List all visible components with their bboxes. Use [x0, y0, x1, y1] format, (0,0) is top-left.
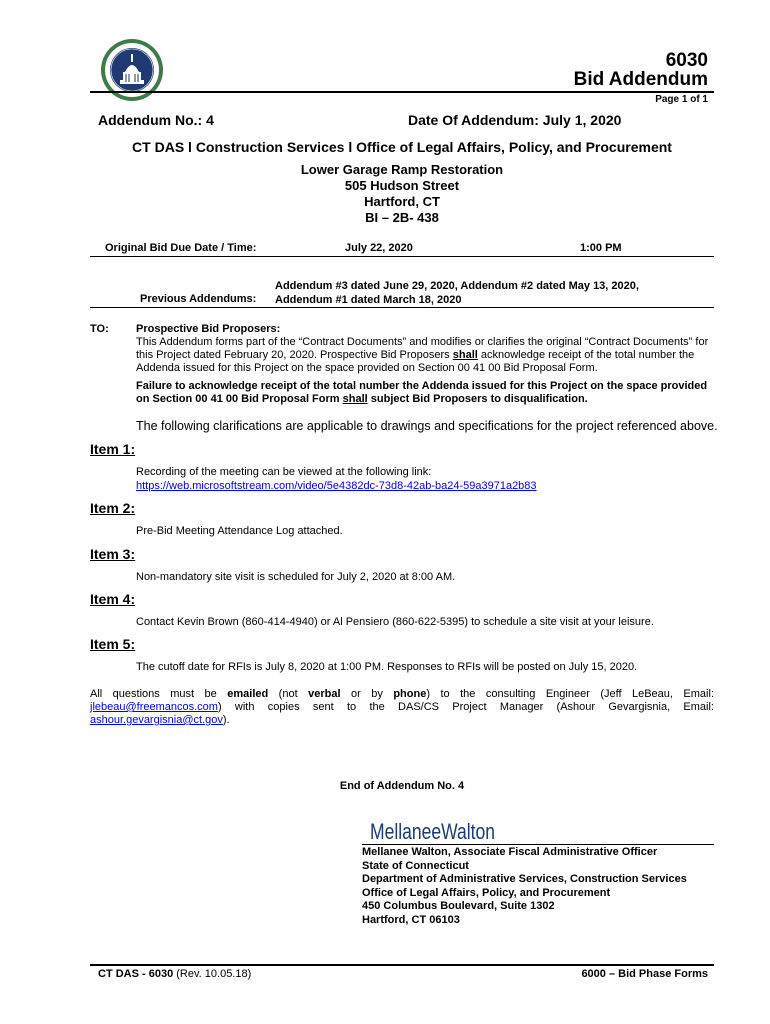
addendum-date: Date Of Addendum: July 1, 2020	[408, 112, 622, 128]
signer-office: Office of Legal Affairs, Policy, and Procurement	[362, 886, 611, 899]
item-4-heading: Item 4:	[90, 591, 136, 607]
footer-divider	[90, 964, 714, 966]
item-3-heading: Item 3:	[90, 546, 136, 562]
engineer-email-link[interactable]: jlebeau@freemancos.com	[90, 701, 218, 713]
department-line: CT DAS l Construction Services l Office of Legal Affairs, Policy, and Procurement	[132, 139, 672, 155]
signer-city: Hartford, CT 06103	[362, 913, 460, 926]
signer-dept: Department of Administrative Services, Construction Services	[362, 873, 687, 885]
item-5-heading: Item 5:	[90, 636, 136, 652]
item-4-text: Contact Kevin Brown (860-414-4940) or Al Pensiero (860-622-5395) to schedule a site visit at your leisure.	[136, 616, 654, 628]
signer-block	[362, 846, 687, 927]
questions-paragraph: All questions must be emailed (not verbal or by phone) to the consulting Engineer (Jeff LeBeau, Email: jlebeau@freemancos.com) with copies sent to the DAS/CS Project Manager (Ashour Gevargisnia, Email: ashour.gevargisnia@ct.gov).	[90, 688, 714, 726]
signature-script: MellaneeWalton	[370, 819, 495, 844]
manager-email-link[interactable]: ashour.gevargisnia@ct.gov	[90, 714, 223, 726]
project-city: Hartford, CT	[364, 194, 440, 209]
to-block	[136, 323, 716, 406]
to-paragraph: This Addendum forms part of the “Contract Documents” and modifies or clarifies the original “Contract Documents” for this Project dated February 20, 2020. Prospective Bid Proposers shall acknowledge receipt of the total number the Addenda issued for this Project on the space provided on Section 00 41 00 Bid Proposal Form.	[136, 336, 709, 374]
due-date-label: Original Bid Due Date / Time:	[105, 242, 257, 254]
to-label: TO:	[90, 323, 109, 335]
due-date-value: July 22, 2020	[345, 242, 413, 254]
signer-name-title: Mellanee Walton, Associate Fiscal Administrative Officer	[362, 846, 658, 858]
item-1-text: Recording of the meeting can be viewed at the following link: https://web.microsoftstream.com/video/5e4382dc-73d8-42ab-ba24-59a3971a2b83	[136, 466, 537, 492]
item-2-heading: Item 2:	[90, 500, 136, 516]
due-divider	[90, 256, 714, 257]
previous-divider	[90, 307, 714, 308]
clarifications-intro: The following clarifications are applicable to drawings and specifications for the project referenced above.	[136, 419, 718, 433]
addendum-number: Addendum No.: 4	[98, 112, 214, 128]
end-of-addendum: End of Addendum No. 4	[339, 780, 465, 792]
previous-addendums-value	[275, 279, 705, 307]
signer-address: 450 Columbus Boulevard, Suite 1302	[362, 900, 555, 912]
to-heading: Prospective Bid Proposers:	[136, 323, 281, 335]
form-number: 6030	[665, 50, 708, 71]
due-time-value: 1:00 PM	[580, 242, 622, 254]
previous-addendums-label: Previous Addendums:	[140, 293, 257, 305]
project-number: BI – 2B- 438	[365, 210, 439, 225]
footer-series: 6000 – Bid Phase Forms	[581, 968, 708, 980]
signature-image	[368, 815, 528, 847]
signature-line	[362, 844, 714, 845]
project-street: 505 Hudson Street	[344, 178, 460, 193]
page-indicator: Page 1 of 1	[655, 94, 708, 105]
previous-line-2: Addendum #1 dated March 18, 2020	[275, 294, 462, 306]
project-name: Lower Garage Ramp Restoration	[300, 162, 504, 177]
item-5-text: The cutoff date for RFIs is July 8, 2020 at 1:00 PM. Responses to RFIs will be posted on July 15, 2020.	[136, 661, 638, 673]
recording-link[interactable]: https://web.microsoftstream.com/video/5e4382dc-73d8-42ab-ba24-59a3971a2b83	[136, 480, 537, 492]
form-title: Bid Addendum	[573, 69, 708, 90]
item-1-heading: Item 1:	[90, 441, 136, 457]
previous-line-1: Addendum #3 dated June 29, 2020, Addendum #2 dated May 13, 2020,	[275, 280, 639, 292]
item-2-text: Pre-Bid Meeting Attendance Log attached.	[136, 525, 343, 537]
header-divider	[90, 91, 714, 93]
footer-form-id: CT DAS - 6030 (Rev. 10.05.18)	[98, 968, 252, 980]
signer-state: State of Connecticut	[362, 859, 469, 872]
item-3-text: Non-mandatory site visit is scheduled for July 2, 2020 at 8:00 AM.	[136, 571, 456, 583]
disqualification-warning: Failure to acknowledge receipt of the total number the Addenda issued for this Project on the space provided on Section 00 41 00 Bid Proposal Form shall subject Bid Proposers to disqualification.	[136, 380, 708, 405]
